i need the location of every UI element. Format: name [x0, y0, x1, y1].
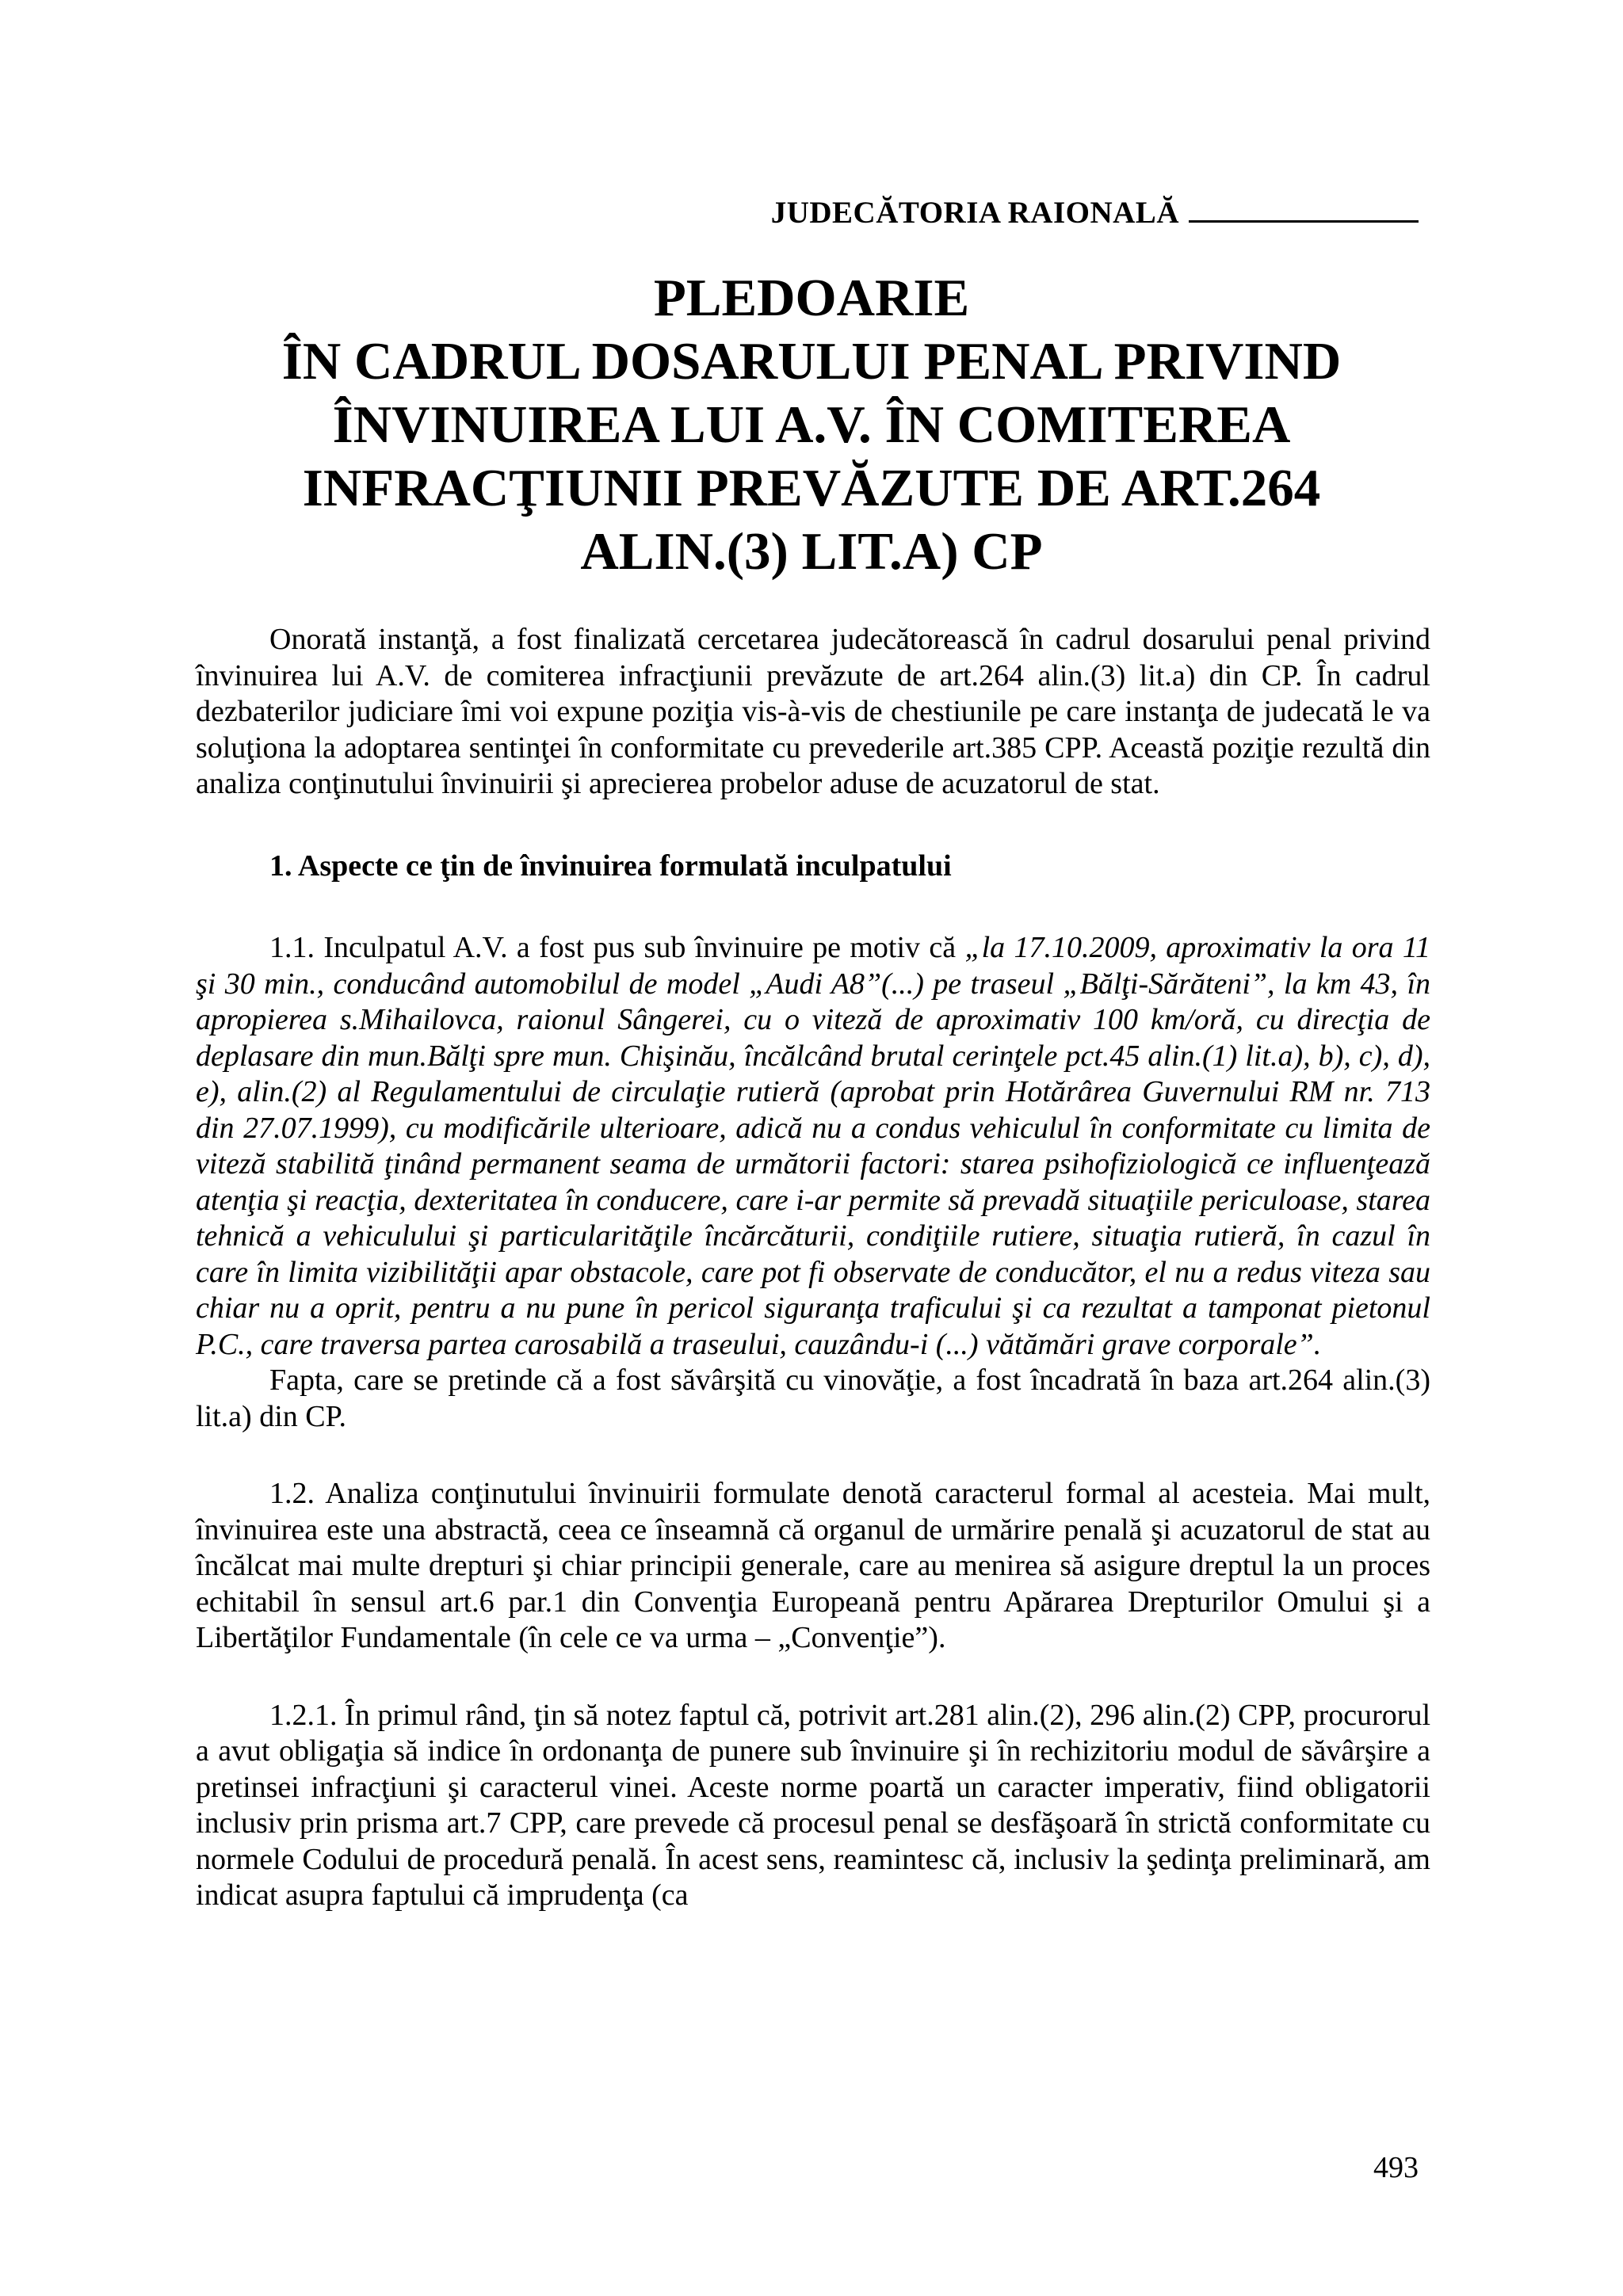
court-name: JUDECĂTORIA RAIONALĂ [770, 196, 1179, 230]
paragraph-1-2-1: 1.2.1. În primul rând, ţin să notez faptul că, potrivit art.281 alin.(2), 296 alin.(2) CPP, procurorul a avut obligaţia să indice în ordonanţa de punere sub învinuire şi în rechizitoriu modul de săvârşire a pretinsei infracţiuni şi caracterul vinei. Aceste norme poartă un caracter imperativ, fiind obligatorii inclusiv prin prisma art.7 CPP, care prevede că procesul penal se desfăşoară în strictă conformitate cu normele Codului de procedură penală. În acest sens, reamintesc că, inclusiv la şedinţa preliminară, am indicat asupra faptului că imprudenţa (ca [196, 1698, 1430, 1912]
title-line-4: INFRACŢIUNII PREVĂZUTE DE ART.264 [302, 459, 1321, 517]
paragraph-1-1-lead: 1.1. Inculpatul A.V. a fost pus sub învinuire pe motiv că [269, 931, 965, 964]
title-line-2: ÎN CADRUL DOSARULUI PENAL PRIVIND [281, 332, 1342, 391]
title-line-1: PLEDOARIE [653, 269, 970, 327]
intro-paragraph: Onorată instanţă, a fost finalizată cercetarea judecătorească în cadrul dosarului penal privind învinuirea lui A.V. de comiterea infracţiunii prevăzute de art.264 alin.(3) lit.a) din CP. În cadrul dezbaterilor judiciare îmi voi expune poziţia vis-à-vis de chestiunile pe care instanţa de judecată le va soluţiona la adoptarea sentinţei în conformitate cu prevederile art.385 CPP. Această poziţie rezultă din analiza conţinutului învinuirii şi aprecierea probelor aduse de acuzatorul de stat. [196, 623, 1430, 800]
document-title [198, 266, 1425, 583]
document-body [196, 622, 1430, 1914]
title-line-3: ÎNVINUIREA LUI A.V. ÎN COMITEREA [332, 395, 1291, 454]
paragraph-fapta: Fapta, care se pretinde că a fost săvârşită cu vinovăţie, a fost încadrată în baza art.264 alin.(3) lit.a) din CP. [196, 1363, 1430, 1433]
paragraph-1-2: 1.2. Analiza conţinutului învinuirii formulate denotă caracterul formal al acesteia. Mai mult, învinuirea este una abstractă, ceea ce înseamnă că organul de urmărire penală şi acuzatorul de stat au încălcat mai multe drepturi şi chiar principii generale, care au menirea să asigure dreptul la un proces echitabil în sensul art.6 par.1 din Convenţia Europeană pentru Apărarea Drepturilor Omului şi a Libertăţilor Fundamentale (în cele ce va urma – „Convenţie”). [196, 1477, 1430, 1654]
paragraph-1-1 [196, 930, 1430, 1363]
section-heading: 1. Aspecte ce ţin de învinuirea formulată inculpatului [269, 849, 952, 883]
court-header [771, 195, 1419, 231]
title-line-5: ALIN.(3) LIT.A) CP [580, 522, 1043, 581]
accusation-quote: „la 17.10.2009, aproximativ la ora 11 şi 30 min., conducând automobilul de model „Audi A8”(...) pe traseul „Bălţi-Sărăteni”, la km 43, în apropierea s.Mihailovca, raionul Sângerei, cu o viteză de aproximativ 100 km/oră, cu direcţia de deplasare din mun.Bălţi spre mun. Chişinău, încălcând brutal cerinţele pct.45 alin.(1) lit.a), b), c), d), e), alin.(2) al Regulamentului de circulaţie rutieră (aprobat prin Hotărârea Guvernului RM nr. 713 din 27.07.1999), cu modificările ulterioare, adică nu a condus vehiculul în conformitate cu limita de viteză stabilită ţinând permanent seama de următorii factori: starea psihofiziologică ce influenţează atenţia şi reacţia, dexteritatea în conducere, care i-ar permite să prevadă situaţiile periculoase, starea tehnică a vehiculului şi particularităţile încărcăturii, condiţiile rutiere, situaţia rutieră, în cazul în care în limita vizibilităţii apar obstacole, care pot fi observate de conducător, el nu a redus viteza sau chiar nu a oprit, pentru a nu pune în pericol siguranţa traficului şi ca rezultat a tamponat pietonul P.C., care traversa partea carosabilă a traseului, cauzându-i (...) vătămări grave corporale”. [196, 931, 1431, 1361]
court-blank-line [1189, 196, 1419, 223]
page-number: 493 [1373, 2151, 1419, 2184]
